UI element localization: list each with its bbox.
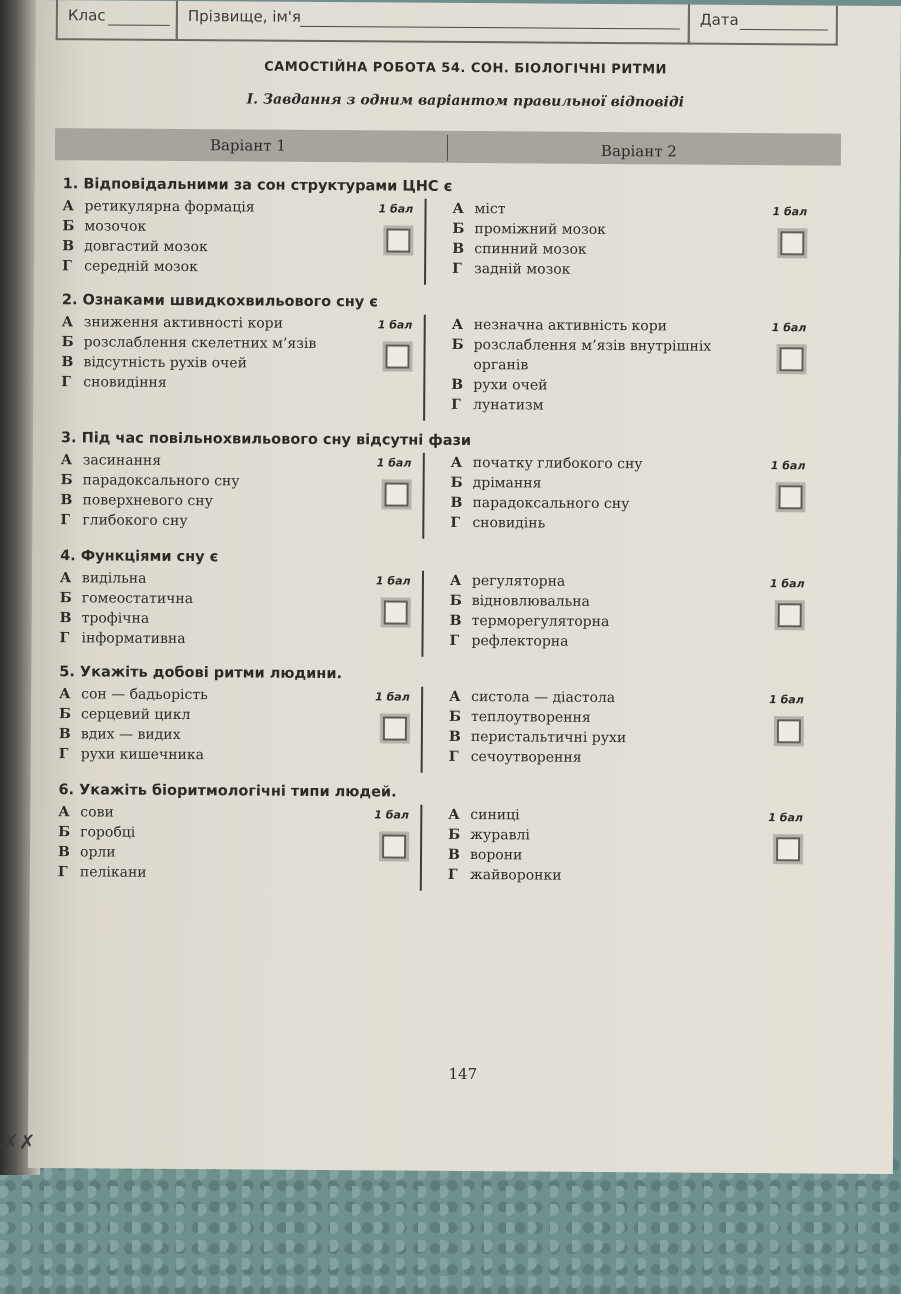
option-text: сновидіння	[83, 374, 167, 391]
variant1-option	[58, 824, 135, 841]
variant2-answer-box[interactable]	[779, 347, 803, 371]
option-text: жайворонки	[469, 867, 562, 884]
variant2-option	[448, 827, 530, 844]
option-text: сновидінь	[472, 515, 546, 532]
option-letter: В	[450, 494, 463, 511]
variant1-option	[58, 844, 116, 860]
question-text	[59, 664, 342, 682]
variant2-option	[449, 689, 615, 706]
question-block	[59, 664, 840, 784]
pen-mark: ✗✗	[2, 1130, 36, 1154]
variant1-option	[61, 452, 161, 469]
variant2-score-label: 1 бал	[768, 811, 804, 825]
column-divider	[421, 571, 424, 657]
option-letter: В	[58, 726, 71, 743]
option-text: трофічна	[81, 610, 150, 627]
option-letter: В	[61, 354, 74, 371]
variant2-option	[450, 515, 545, 532]
variant2-score-label: 1 бал	[771, 321, 807, 335]
option-letter: А	[60, 452, 73, 469]
option-letter: Г	[449, 632, 460, 649]
variant1-option	[62, 314, 283, 332]
variant2-label: Варіант 2	[600, 141, 677, 161]
variant2-answer-box[interactable]	[780, 231, 804, 255]
question-stem: Укажіть добові ритми людини.	[79, 664, 343, 683]
option-text: вдих — видих	[80, 726, 181, 744]
question-number: 1.	[62, 176, 84, 193]
question-stem: Під час повільнохвильового сну відсутні фази	[81, 430, 472, 450]
option-letter: А	[448, 806, 460, 823]
question-block	[59, 548, 840, 668]
variant1-answer-box[interactable]	[386, 228, 410, 252]
option-text: початку глибокого сну	[472, 455, 643, 473]
option-letter: А	[59, 686, 71, 703]
option-text: гомеостатична	[81, 590, 194, 608]
option-text: регуляторна	[471, 573, 566, 590]
option-text: орли	[79, 844, 116, 861]
option-letter: Г	[57, 864, 68, 881]
variant2-option	[452, 201, 505, 217]
option-text: перистальтичні рухи	[470, 729, 627, 747]
option-text: сечоутворення	[470, 749, 582, 766]
option-letter: Г	[451, 396, 461, 413]
option-text: терморегуляторна	[471, 613, 610, 631]
variant2-answer-box[interactable]	[778, 603, 802, 627]
option-letter: А	[450, 454, 463, 471]
question-block	[60, 430, 841, 550]
option-letter: В	[57, 844, 70, 861]
variant2-answer-box[interactable]	[776, 837, 800, 861]
variant2-option	[452, 261, 570, 278]
option-letter: Б	[448, 708, 462, 725]
variant2-answer-box[interactable]	[778, 485, 802, 509]
question-text	[63, 176, 453, 195]
option-letter: Б	[58, 824, 71, 841]
option-letter: Г	[60, 512, 71, 529]
variant1-option	[60, 570, 147, 587]
name-field[interactable]	[176, 1, 690, 45]
option-letter: Б	[62, 218, 75, 235]
option-letter: Б	[451, 336, 464, 353]
column-divider	[420, 805, 423, 891]
option-letter: А	[449, 688, 461, 705]
option-letter: А	[451, 316, 464, 333]
option-text: рухи очей	[473, 377, 548, 394]
variant1-answer-box[interactable]	[383, 716, 407, 740]
variant2-option	[451, 475, 542, 492]
variant1-option	[60, 492, 212, 509]
option-text: розслаблення скелетних м’язів	[83, 334, 317, 352]
option-letter: В	[59, 610, 72, 627]
variant1-score-label: 1 бал	[377, 318, 413, 332]
variant1-option	[62, 218, 146, 235]
option-letter: Г	[448, 748, 459, 765]
variant1-score-label: 1 бал	[375, 690, 410, 704]
question-block	[62, 176, 843, 296]
date-label: Дата	[699, 10, 739, 29]
variant2-option	[450, 495, 629, 512]
option-text: видільна	[81, 570, 147, 587]
question-text	[58, 782, 396, 800]
option-text: засинання	[82, 452, 162, 469]
question-stem: Відповідальними за сон структурами ЦНС є	[83, 176, 453, 195]
option-letter: Б	[448, 826, 461, 843]
option-text: сон — бадьорість	[81, 686, 208, 704]
variant1-option	[59, 746, 204, 763]
date-field[interactable]	[688, 5, 838, 46]
workbook-page	[28, 0, 901, 1174]
option-letter: Г	[58, 746, 69, 763]
variant1-option	[59, 706, 190, 723]
question-number: 3.	[60, 430, 82, 447]
name-line	[300, 26, 680, 30]
variant1-option	[59, 686, 208, 703]
variant1-option	[58, 864, 147, 881]
option-letter: Б	[59, 590, 72, 607]
date-line	[740, 29, 828, 31]
class-line	[108, 25, 170, 26]
option-text: систола — діастола	[471, 689, 616, 707]
variant1-answer-box[interactable]	[384, 600, 408, 624]
option-text: ворони	[469, 847, 523, 864]
variant2-score-label: 1 бал	[770, 459, 806, 473]
question-text	[61, 430, 471, 449]
option-text: рефлекторна	[471, 633, 569, 650]
option-text: сови	[80, 804, 114, 821]
variant-divider	[447, 135, 448, 161]
option-text: незначна активність кори	[473, 317, 668, 335]
variant1-option	[61, 472, 240, 489]
option-letter: Б	[449, 592, 462, 609]
variant1-score-label: 1 бал	[374, 808, 410, 822]
column-divider	[424, 199, 427, 285]
variant2-option	[450, 593, 590, 610]
option-letter: Г	[61, 374, 72, 391]
option-letter: А	[452, 200, 465, 217]
option-text: глибокого сну	[82, 512, 188, 530]
option-text: синиці	[470, 807, 520, 824]
option-text: відновлювальна	[471, 593, 590, 610]
option-text: лунатизм	[473, 397, 544, 414]
name-label: Прізвище, ім'я	[187, 7, 302, 26]
variant2-option	[451, 397, 544, 414]
option-text: середній мозок	[84, 258, 198, 276]
page-title: САМОСТІЙНА РОБОТА 54. СОН. БІОЛОГІЧНІ РИТМИ	[264, 59, 667, 78]
option-letter: Г	[62, 258, 72, 275]
option-letter: Г	[59, 630, 70, 647]
option-text: журавлі	[470, 827, 530, 844]
variant1-answer-box[interactable]	[385, 344, 409, 368]
option-text: мозочок	[84, 218, 147, 235]
variant1-option	[63, 198, 255, 215]
option-letter: Б	[450, 474, 463, 491]
question-stem: Функціями сну є	[80, 548, 219, 566]
option-letter: А	[449, 572, 462, 589]
option-letter: А	[58, 804, 70, 821]
variant2-answer-box[interactable]	[777, 719, 801, 743]
variant1-score-label: 1 бал	[375, 574, 411, 588]
variant1-option	[61, 374, 167, 391]
question-stem: Ознаками швидкохвильового сну є	[82, 292, 378, 311]
variant2-option	[451, 455, 643, 472]
option-text: міст	[474, 201, 506, 218]
variant2-score-label: 1 бал	[769, 693, 804, 707]
option-text: теплоутворення	[470, 709, 591, 726]
variant1-option	[61, 354, 247, 371]
option-letter: Б	[60, 472, 73, 489]
option-letter: В	[447, 846, 460, 863]
variant2-option	[451, 357, 528, 374]
option-letter: В	[451, 376, 464, 393]
option-text: органів	[473, 357, 529, 374]
option-letter: В	[60, 492, 73, 509]
question-number: 2.	[61, 292, 83, 309]
question-stem: Укажіть біоритмологічні типи людей.	[79, 782, 397, 801]
variant2-option	[452, 317, 667, 335]
option-text: проміжний мозок	[474, 221, 607, 238]
variant1-option	[59, 726, 181, 743]
class-field[interactable]	[56, 0, 178, 41]
question-number: 6.	[58, 782, 80, 799]
column-divider	[422, 453, 425, 539]
question-block	[61, 292, 842, 412]
option-letter: А	[59, 570, 72, 587]
variant2-option	[450, 613, 610, 630]
option-letter: Г	[450, 514, 461, 531]
page-number: 147	[448, 1064, 478, 1084]
option-letter: Б	[61, 334, 74, 351]
option-letter: В	[448, 728, 461, 745]
variant1-option	[60, 610, 150, 627]
variant1-answer-box[interactable]	[384, 482, 408, 506]
option-text: інформативна	[81, 630, 186, 648]
question-text	[60, 548, 218, 565]
option-text: довгастий мозок	[84, 238, 208, 256]
variant2-option	[449, 633, 568, 650]
variant2-score-label: 1 бал	[769, 577, 805, 591]
option-text: горобці	[80, 824, 136, 841]
option-letter: А	[62, 198, 75, 215]
option-text: розслаблення м’язів внутрішніх	[473, 337, 712, 355]
variant1-option	[62, 238, 208, 255]
option-text: серцевий цикл	[80, 706, 191, 724]
question-number: 5.	[59, 664, 81, 681]
option-text: рухи кишечника	[80, 746, 205, 764]
variant2-score-label: 1 бал	[772, 205, 808, 219]
variant2-option	[451, 377, 547, 394]
variant2-option	[450, 573, 565, 590]
option-text: дрімання	[472, 475, 542, 492]
variant1-label: Варіант 1	[209, 136, 286, 155]
question-block	[58, 782, 839, 902]
variant2-option	[449, 729, 626, 746]
option-letter: В	[452, 240, 465, 257]
option-text: спинний мозок	[474, 241, 587, 258]
variant2-option	[448, 847, 522, 864]
variant1-option	[60, 512, 187, 529]
option-text: задній мозок	[474, 261, 571, 278]
variant1-option	[62, 258, 198, 275]
variant1-score-label: 1 бал	[376, 456, 412, 470]
variant2-option	[448, 867, 562, 884]
option-letter: Б	[58, 706, 72, 723]
option-letter: В	[449, 612, 462, 629]
question-text	[62, 292, 378, 310]
option-text: поверхневого сну	[82, 492, 213, 510]
variant1-answer-box[interactable]	[382, 834, 406, 858]
option-text: парадоксального сну	[472, 495, 630, 513]
option-letter: А	[61, 314, 74, 331]
option-text: зниження активності кори	[83, 314, 284, 332]
column-divider	[423, 315, 426, 421]
option-letter: Г	[447, 866, 458, 883]
option-text: ретикулярна формація	[84, 198, 255, 216]
option-text: пелікани	[79, 864, 147, 881]
variant1-option	[58, 804, 114, 820]
section-subtitle: І. Завдання з одним варіантом правильної відповіді	[246, 91, 684, 111]
variant2-option	[448, 807, 519, 823]
variant2-option	[452, 241, 587, 258]
option-letter: В	[62, 238, 75, 255]
variant1-option	[62, 334, 317, 352]
variant2-option	[449, 749, 582, 766]
option-letter: Г	[452, 260, 462, 277]
variant-header-bar	[55, 128, 841, 165]
class-label: Клас	[67, 6, 106, 25]
option-letter: Б	[452, 220, 465, 237]
variant2-option	[452, 221, 606, 238]
variant2-option	[449, 709, 591, 726]
variant1-option	[59, 630, 185, 647]
variant1-option	[60, 590, 193, 607]
column-divider	[421, 687, 424, 773]
variant2-option	[452, 337, 712, 355]
question-number: 4.	[60, 548, 81, 565]
option-text: відсутність рухів очей	[83, 354, 248, 372]
variant1-score-label: 1 бал	[378, 202, 414, 216]
option-text: парадоксального сну	[82, 472, 240, 490]
